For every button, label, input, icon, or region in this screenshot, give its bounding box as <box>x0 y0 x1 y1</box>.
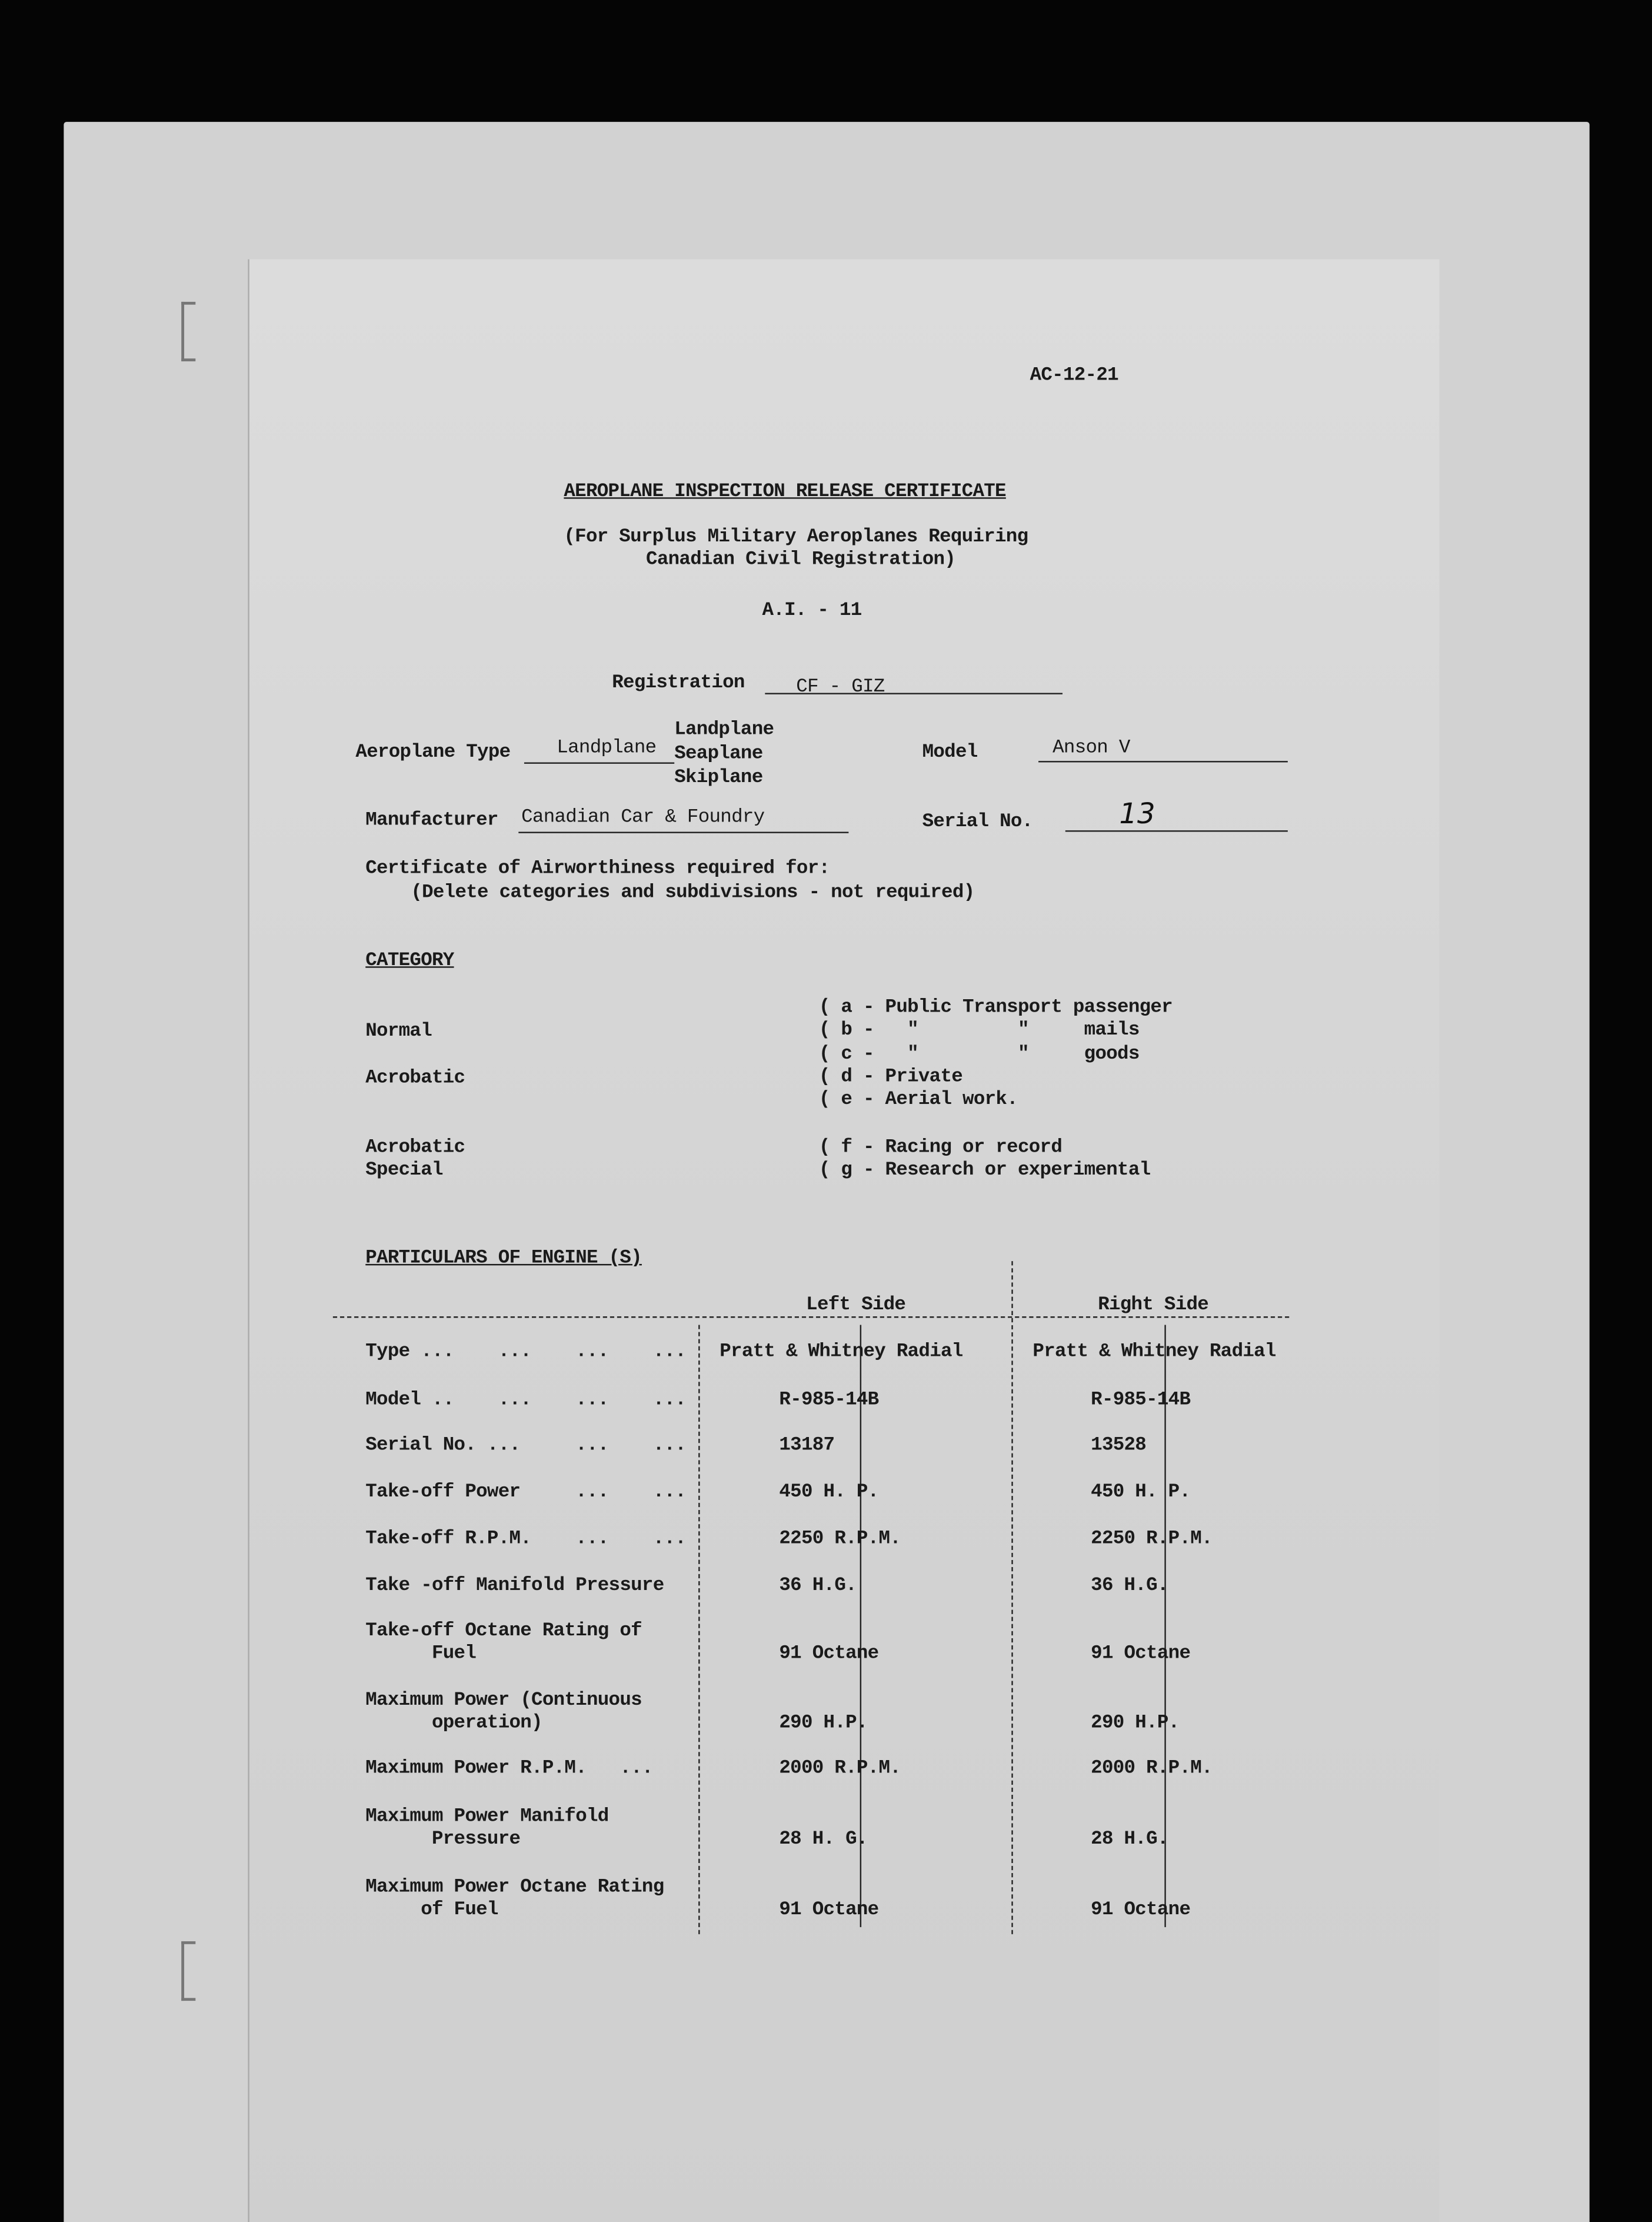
engine-right-value: 28 H.G. <box>1091 1829 1168 1851</box>
sub-b: ( b - " " mails <box>818 1020 1140 1042</box>
form-code: A.I. - 11 <box>762 600 862 623</box>
engine-right-value: 2000 R.P.M. <box>1091 1758 1213 1780</box>
engine-left-value: 91 Octane <box>779 1900 879 1922</box>
manufacturer-underline <box>518 831 848 833</box>
engine-left-value: 290 H.P. <box>779 1713 868 1735</box>
engine-left-value: Pratt & Whitney Radial <box>720 1342 963 1363</box>
table-divider-left <box>698 1325 700 1934</box>
type-option-landplane: Landplane <box>674 720 774 741</box>
sub-c: ( c - " " goods <box>818 1044 1140 1066</box>
sub-e: ( e - Aerial work. <box>818 1089 1018 1111</box>
col-right-side: Right Side <box>1098 1295 1209 1317</box>
category-acrobatic: Acrobatic <box>365 1068 465 1090</box>
engine-right-value: 2250 R.P.M. <box>1091 1529 1213 1551</box>
engine-row-label: Take-off R.P.M. ... ... <box>365 1529 687 1551</box>
table-header-rule <box>333 1316 1289 1318</box>
type-option-skiplane: Skiplane <box>674 768 763 790</box>
manufacturer-label: Manufacturer <box>365 810 498 832</box>
engine-right-value: 91 Octane <box>1091 1900 1191 1922</box>
subtitle-line-2: Canadian Civil Registration) <box>646 550 956 571</box>
engine-right-value: 13528 <box>1091 1435 1147 1457</box>
engine-row-label: Take-off Octane Rating of Fuel <box>365 1621 642 1665</box>
engine-left-value: 91 Octane <box>779 1644 879 1665</box>
engine-row-label: Type ... ... ... ... <box>365 1342 687 1363</box>
type-option-seaplane: Seaplane <box>674 744 763 766</box>
serial-value-handwritten: 13 <box>1119 796 1155 831</box>
engine-row-label: Take -off Manifold Pressure <box>365 1575 664 1597</box>
category-normal: Normal <box>365 1022 432 1043</box>
doc-number: AC-12-21 <box>1030 365 1118 387</box>
type-underline <box>524 763 674 764</box>
crop-mark-bottom <box>181 1941 195 2001</box>
engine-left-value: R-985-14B <box>779 1390 879 1412</box>
subtitle-line-1: (For Surplus Military Aeroplanes Requiring <box>564 527 1028 548</box>
model-value: Anson V <box>1053 738 1130 760</box>
model-label: Model <box>922 742 978 764</box>
engine-left-value: 13187 <box>779 1435 835 1457</box>
category-heading: CATEGORY <box>365 950 454 972</box>
engine-right-value: 290 H.P. <box>1091 1713 1180 1735</box>
engine-right-value: 36 H.G. <box>1091 1575 1168 1597</box>
manufacturer-value: Canadian Car & Foundry <box>521 807 765 829</box>
table-divider-center <box>1011 1261 1012 1934</box>
sub-f: ( f - Racing or record <box>818 1137 1063 1159</box>
certificate-line-1: Certificate of Airworthiness required for: <box>365 859 830 880</box>
aeroplane-type-label: Aeroplane Type <box>355 742 511 764</box>
category-acrobatic-special-1: Acrobatic <box>365 1137 465 1159</box>
engine-row-label: Maximum Power (Continuous operation) <box>365 1690 642 1735</box>
engine-right-value: 450 H. P. <box>1091 1482 1191 1503</box>
engine-left-value: 36 H.G. <box>779 1575 857 1597</box>
page-title: AEROPLANE INSPECTION RELEASE CERTIFICATE <box>564 481 1006 503</box>
engine-left-value: 28 H. G. <box>779 1829 868 1851</box>
col-left-side: Left Side <box>806 1295 906 1317</box>
engine-row-label: Model .. ... ... ... <box>365 1390 687 1412</box>
engines-heading: PARTICULARS OF ENGINE (S) <box>365 1248 642 1270</box>
engine-right-value: R-985-14B <box>1091 1390 1191 1412</box>
model-underline <box>1038 761 1288 762</box>
certificate-line-2: (Delete categories and subdivisions - not required) <box>411 883 975 904</box>
crop-mark-top <box>181 302 195 361</box>
serial-underline <box>1065 830 1288 831</box>
serial-label: Serial No. <box>922 811 1033 833</box>
engine-left-value: 2250 R.P.M. <box>779 1529 901 1551</box>
sub-g: ( g - Research or experimental <box>818 1160 1151 1182</box>
engine-left-value: 450 H. P. <box>779 1482 879 1503</box>
engine-left-value: 2000 R.P.M. <box>779 1758 901 1780</box>
engine-row-label: Take-off Power ... ... <box>365 1482 687 1503</box>
engine-row-label: Maximum Power Manifold Pressure <box>365 1807 609 1851</box>
engine-row-label: Serial No. ... ... ... <box>365 1435 687 1457</box>
sub-d: ( d - Private <box>818 1067 963 1089</box>
engine-right-value: Pratt & Whitney Radial <box>1032 1342 1276 1363</box>
engine-row-label: Maximum Power Octane Rating of Fuel <box>365 1877 664 1922</box>
engine-right-value: 91 Octane <box>1091 1644 1191 1665</box>
category-acrobatic-special-2: Special <box>365 1160 443 1182</box>
registration-value: CF - GIZ <box>796 677 885 699</box>
sub-a: ( a - Public Transport passenger <box>818 997 1173 1019</box>
engine-row-label: Maximum Power R.P.M. ... <box>365 1758 653 1780</box>
registration-label: Registration <box>612 673 745 694</box>
aeroplane-type-value: Landplane <box>557 738 657 760</box>
